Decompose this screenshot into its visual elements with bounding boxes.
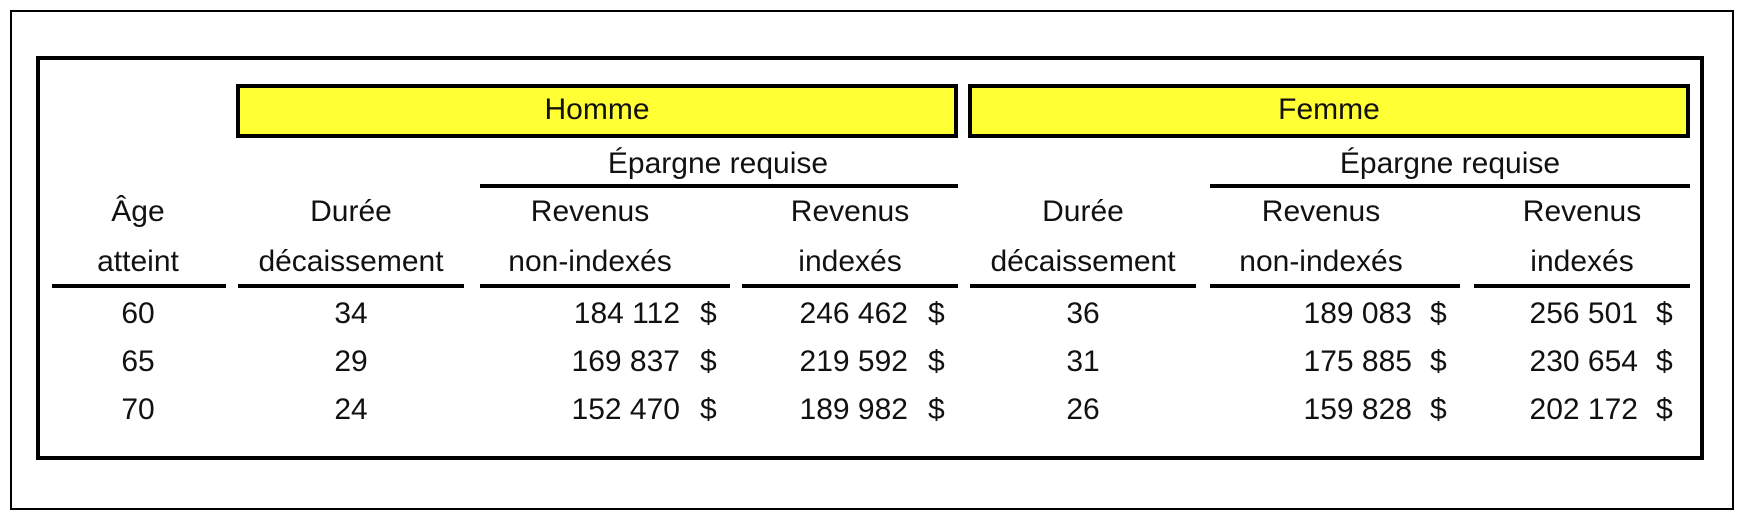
men-indexed-value: 246 462 bbox=[799, 297, 908, 330]
men-nonindexed-header-line1: Revenus bbox=[530, 195, 650, 228]
age-cell: 60 bbox=[121, 297, 155, 330]
women-indexed-value: 256 501 bbox=[1529, 297, 1638, 330]
men-indexed-currency: $ bbox=[928, 393, 945, 426]
men-indexed-header-line2: indexés bbox=[798, 245, 902, 278]
women-duration-cell: 36 bbox=[1066, 297, 1100, 330]
men-nonindexed-currency: $ bbox=[700, 393, 717, 426]
men-indexed-currency: $ bbox=[928, 297, 945, 330]
women-indexed-header-line2: indexés bbox=[1530, 245, 1634, 278]
women-indexed-currency: $ bbox=[1656, 345, 1673, 378]
men-nonindexed-currency: $ bbox=[700, 345, 717, 378]
women-indexed-currency: $ bbox=[1656, 393, 1673, 426]
group-header-women: Femme bbox=[968, 84, 1690, 138]
men-duration-cell: 34 bbox=[334, 297, 368, 330]
age-header-line2: atteint bbox=[97, 245, 179, 278]
women-nonindexed-currency: $ bbox=[1430, 345, 1447, 378]
men-nonindexed-value: 184 112 bbox=[573, 297, 680, 330]
age-header-rule bbox=[52, 284, 226, 288]
men-duration-cell: 24 bbox=[334, 393, 368, 426]
age-header-line1: Âge bbox=[111, 195, 165, 228]
women-nonindexed-currency: $ bbox=[1430, 297, 1447, 330]
men-nonindexed-currency: $ bbox=[700, 297, 717, 330]
savings-required-rule-men bbox=[480, 184, 958, 188]
men-indexed-value: 189 982 bbox=[799, 393, 908, 426]
women-duration-header-line1: Durée bbox=[1042, 195, 1124, 228]
women-duration-cell: 26 bbox=[1066, 393, 1100, 426]
women-nonindexed-header-line1: Revenus bbox=[1261, 195, 1381, 228]
men-nonindexed-header-rule bbox=[480, 284, 730, 288]
women-nonindexed-header-line2: non-indexés bbox=[1239, 245, 1403, 278]
men-indexed-header-line1: Revenus bbox=[790, 195, 910, 228]
men-duration-header-line2: décaissement bbox=[258, 245, 444, 278]
men-duration-header-line1: Durée bbox=[310, 195, 392, 228]
women-nonindexed-value: 175 885 bbox=[1303, 345, 1412, 378]
savings-required-header-women: Épargne requise bbox=[1339, 147, 1561, 180]
savings-required-header-men: Épargne requise bbox=[607, 147, 829, 180]
women-nonindexed-value: 189 083 bbox=[1303, 297, 1412, 330]
savings-required-rule-women bbox=[1210, 184, 1690, 188]
women-nonindexed-header-rule bbox=[1210, 284, 1460, 288]
women-duration-header-rule bbox=[970, 284, 1196, 288]
men-indexed-header-rule bbox=[742, 284, 958, 288]
women-duration-header-line2: décaissement bbox=[990, 245, 1176, 278]
women-indexed-value: 202 172 bbox=[1529, 393, 1638, 426]
women-duration-cell: 31 bbox=[1066, 345, 1100, 378]
women-nonindexed-value: 159 828 bbox=[1303, 393, 1412, 426]
women-indexed-header-line1: Revenus bbox=[1522, 195, 1642, 228]
men-indexed-value: 219 592 bbox=[799, 345, 908, 378]
men-nonindexed-value: 152 470 bbox=[571, 393, 680, 426]
men-indexed-currency: $ bbox=[928, 345, 945, 378]
women-indexed-value: 230 654 bbox=[1529, 345, 1638, 378]
women-indexed-header-rule bbox=[1474, 284, 1690, 288]
women-indexed-currency: $ bbox=[1656, 297, 1673, 330]
men-nonindexed-header-line2: non-indexés bbox=[508, 245, 672, 278]
men-duration-cell: 29 bbox=[334, 345, 368, 378]
men-duration-header-rule bbox=[238, 284, 464, 288]
men-nonindexed-value: 169 837 bbox=[571, 345, 680, 378]
age-cell: 65 bbox=[121, 345, 155, 378]
age-cell: 70 bbox=[121, 393, 155, 426]
women-nonindexed-currency: $ bbox=[1430, 393, 1447, 426]
group-header-men: Homme bbox=[236, 84, 958, 138]
